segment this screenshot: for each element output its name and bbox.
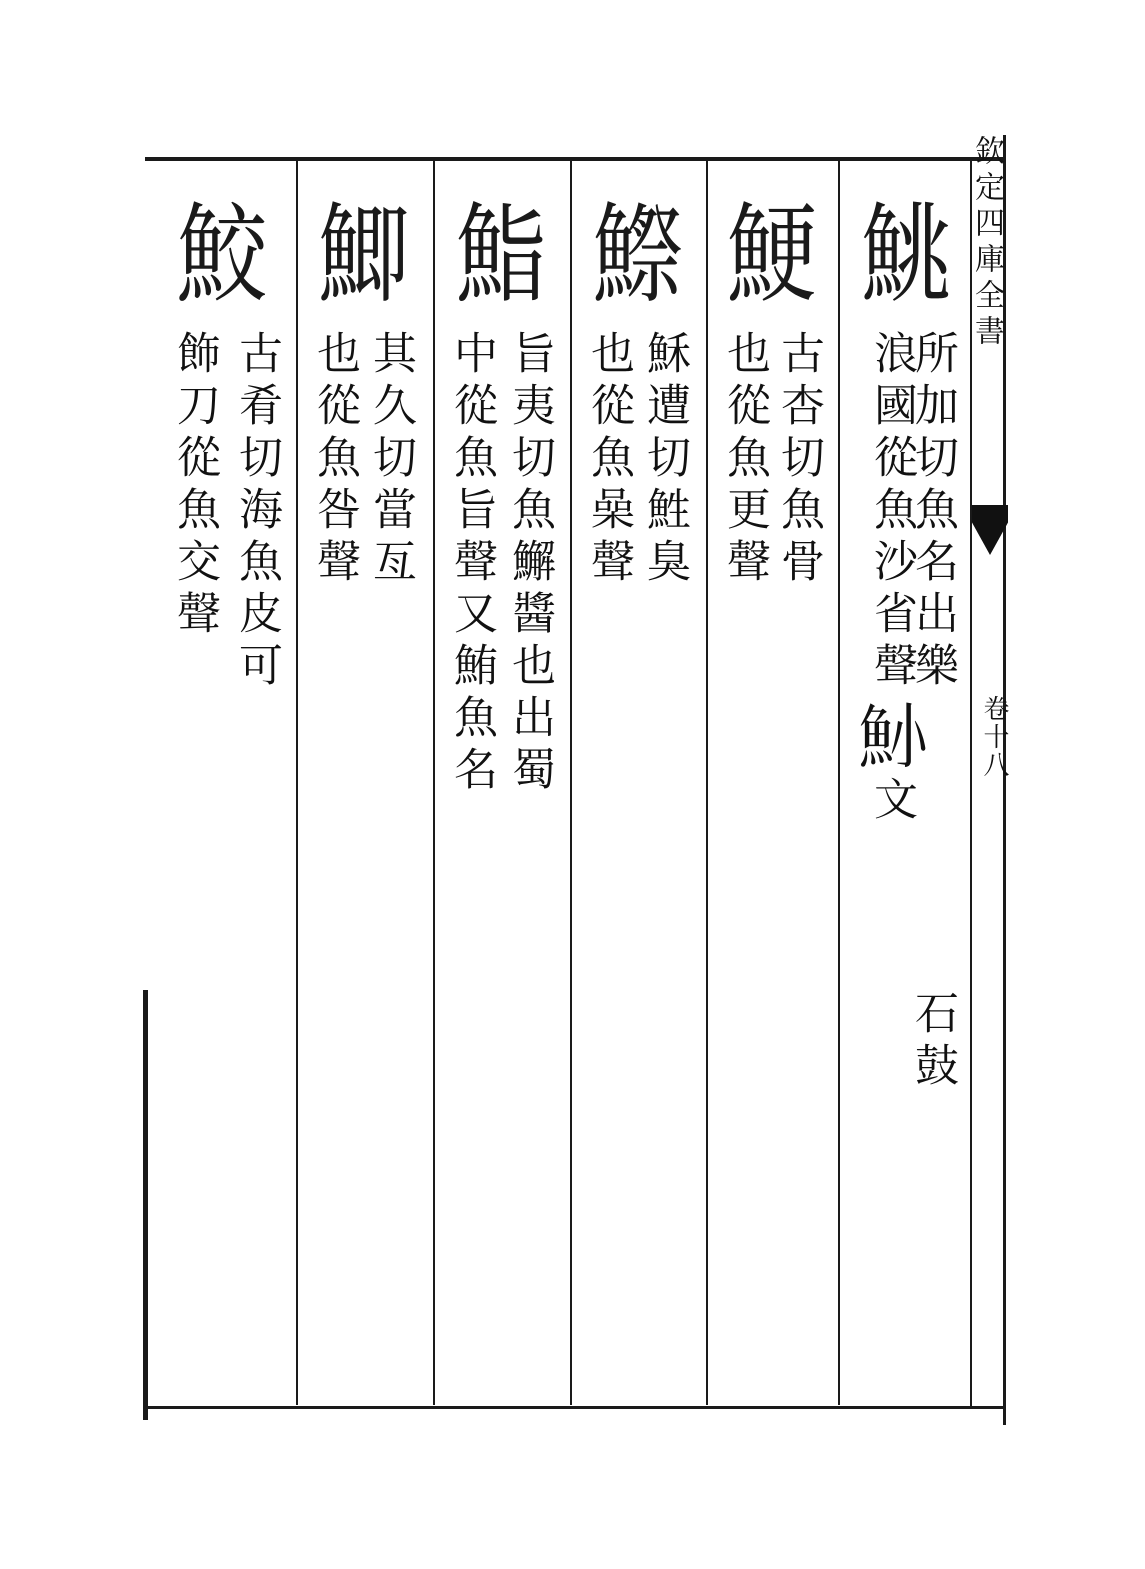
book-title: 欽定四庫全書 [969, 135, 1004, 351]
entry-column [708, 160, 838, 1400]
annotation-line [850, 330, 932, 828]
entry-column [298, 160, 433, 1400]
entry-column [840, 160, 970, 1400]
seal-character: 鮡 [860, 192, 952, 318]
seal-character: 鯽 [318, 192, 410, 318]
volume-number: 卷十八 [979, 695, 1009, 779]
page-margin [969, 135, 1009, 1425]
annotation-line: 穌遭切鮏臭 [639, 330, 690, 590]
left-border [143, 990, 148, 1420]
seal-character: 鮨 [455, 192, 547, 318]
annotation-line: 也從魚更聲 [719, 330, 770, 590]
annotation-line: 飾刀從魚交聲 [169, 330, 220, 642]
annotation-line: 古杏切魚骨 [773, 330, 824, 590]
annotation-line: 旨夷切魚䲒醬也出蜀 [504, 330, 555, 798]
entry-column [435, 160, 570, 1400]
seal-character: 鮫 [176, 192, 268, 318]
seal-character: 鯁 [726, 192, 818, 318]
annotation-line: 也從魚咎聲 [309, 330, 360, 590]
annotation-line: 石鼓 [907, 990, 958, 1094]
annotation-line: 古肴切海魚皮可 [231, 330, 282, 694]
annotation-text: 文 [866, 776, 917, 828]
annotation-text: 浪國從魚沙省聲 [866, 330, 917, 694]
inline-seal-character: 𩵖 [850, 700, 932, 770]
annotation-line: 中從魚旨聲又鮪魚名 [446, 330, 497, 798]
annotation-line: 其久切當亙 [365, 330, 416, 590]
bottom-border [145, 1406, 1005, 1409]
entry-column [150, 160, 296, 1400]
annotation-line: 也從魚喿聲 [583, 330, 634, 590]
seal-character: 鰶 [592, 192, 684, 318]
fishtail-mark [972, 505, 1008, 555]
entry-column [572, 160, 706, 1400]
annotation-line: 所加切魚名出樂 [907, 330, 958, 694]
